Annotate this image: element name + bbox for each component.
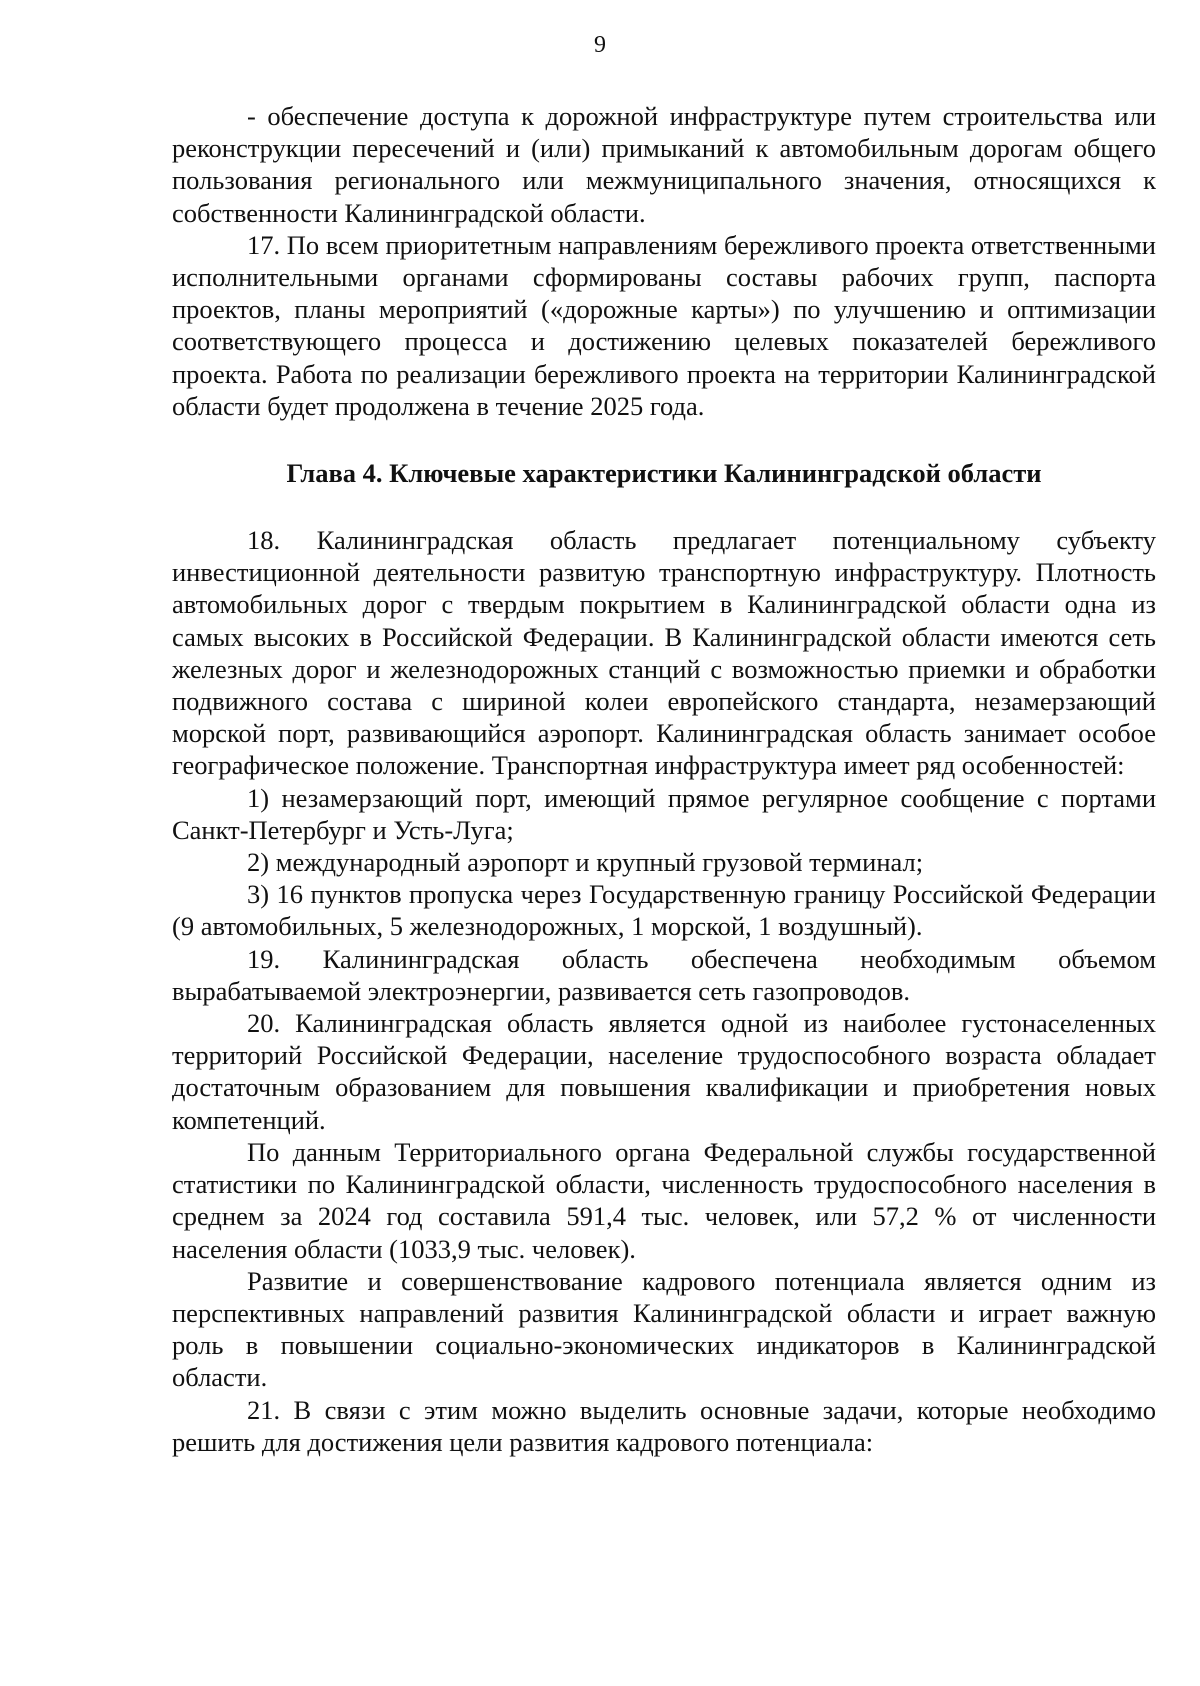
paragraph-personnel: Развитие и совершенствование кадрового потенциала является одним из перспективных направлений развития Калининградской области и играет важную роль в повышении социально-экономических индикаторов в Калининградской области. [172,1265,1156,1393]
paragraph-road-access: - обеспечение доступа к дорожной инфраструктуре путем строительства или реконструкции пересечений и (или) примыканий к автомобильным дорогам общего пользования регионального или межмуниципального значения, относящихся к собственности Калининградской области. [172,101,1156,228]
document-body [172,100,1156,1458]
paragraph-19: 19. Калининградская область обеспечена необходимым объемом вырабатываемой электроэнергии, развивается сеть газопроводов. [172,943,1156,1006]
paragraph-20: 20. Калининградская область является одной из наиболее густонаселенных территорий Российской Федерации, население трудоспособного возраста обладает достаточным образованием для повышения квалификации и приобретения новых компетенций. [172,1008,1156,1135]
paragraph-17: 17. По всем приоритетным направлениям бережливого проекта ответственными исполнительными органами сформированы составы рабочих групп, паспорта проектов, планы мероприятий («дорожные карты») по улучшению и оптимизации соответствующего процесса и достижению целевых показателей бережливого проекта. Работа по реализации бережливого проекта на территории Калининградской области будет продолжена в течение 2025 года. [172,229,1156,421]
paragraph-18: 18. Калининградская область предлагает потенциальному субъекту инвестиционной деятельности развитую транспортную инфраструктуру. Плотность автомобильных дорог с твердым покрытием в Калининградской области одна из самых высоких в Российской Федерации. В Калининградской области имеются сеть железных дорог и железнодорожных станций с возможностью приемки и обработки подвижного состава с шириной колеи европейского стандарта, незамерзающий морской порт, развивающийся аэропорт. Калининградская область занимает особое географическое положение. Транспортная инфраструктура имеет ряд особенностей: [172,525,1156,781]
list-item-1: 1) незамерзающий порт, имеющий прямое регулярное сообщение с портами Санкт-Петербург и Усть-Луга; [172,782,1156,845]
paragraph-statistics: По данным Территориального органа Федеральной службы государственной статистики по Калининградской области, численность трудоспособного населения в среднем за 2024 год составила 591,4 тыс. человек, или 57,2 % от численности населения области (1033,9 тыс. человек). [172,1136,1156,1264]
list-item-3: 3) 16 пунктов пропуска через Государственную границу Российской Федерации (9 автомобильных, 5 железнодорожных, 1 морской, 1 воздушный). [172,879,1156,942]
page-number: 9 [594,32,606,58]
chapter-heading: Глава 4. Ключевые характеристики Калининградской области [286,458,1042,489]
paragraph-21: 21. В связи с этим можно выделить основные задачи, которые необходимо решить для достижения цели развития кадрового потенциала: [172,1394,1156,1457]
list-item-2: 2) международный аэропорт и крупный грузовой терминал; [247,847,924,878]
